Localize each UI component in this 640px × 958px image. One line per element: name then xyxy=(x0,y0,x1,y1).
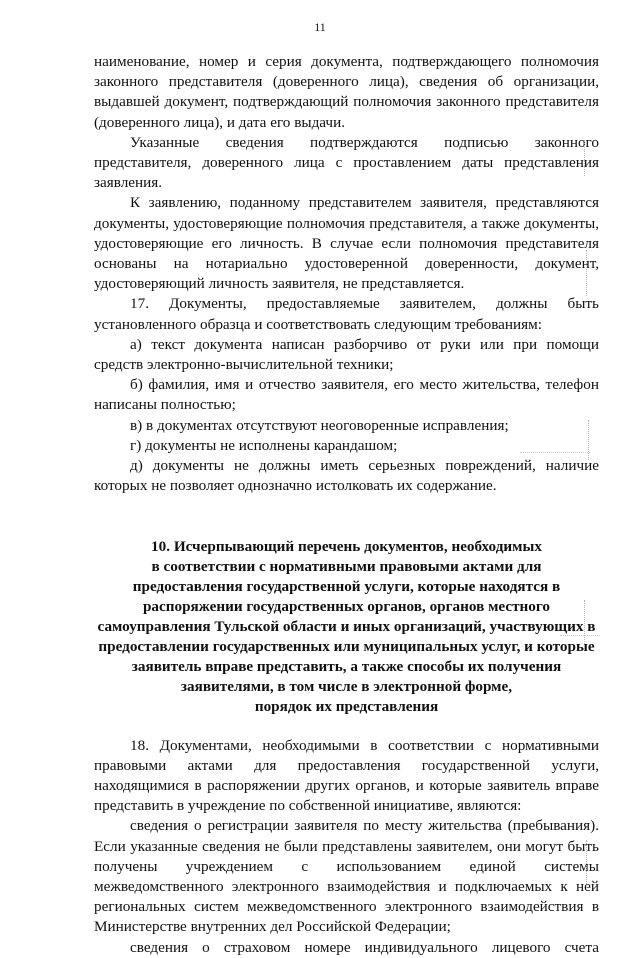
paragraph-confirmation xyxy=(94,133,599,194)
text-line: установленного образца и соответствовать следующим требованиям: xyxy=(94,315,542,333)
text-line: выдавшей документ, подтверждающий полномочия законного представителя xyxy=(94,93,599,111)
heading-line: 10. Исчерпывающий перечень документов, необходимых xyxy=(151,538,542,556)
heading-line: предоставления государственной услуги, которые находятся в xyxy=(132,578,561,596)
text-line: д) документы не должны иметь серьезных повреждений, наличие xyxy=(130,457,599,475)
text-line: представить в учреждение по собственной инициативе, являются: xyxy=(94,797,522,815)
paragraph-17-requirements xyxy=(94,294,599,334)
heading-line: самоуправления Тульской области и иных организаций, участвующих в xyxy=(97,618,596,636)
paragraph-registration-info xyxy=(94,816,599,937)
text-line: удостоверяющий личность заявителя, не представляется. xyxy=(94,275,465,293)
heading-line: заявителями, в том числе в электронной форме, xyxy=(180,677,513,695)
scan-artifact xyxy=(586,250,587,296)
text-line: К заявлению, поданному представителем заявителя, представляются xyxy=(130,194,599,212)
section-10-heading xyxy=(94,537,599,716)
scan-artifact xyxy=(584,600,585,650)
text-line: сведения о регистрации заявителя по месту жительства (пребывания). xyxy=(130,817,599,835)
page-number: 11 xyxy=(314,20,326,34)
text-line: региональных систем межведомственного электронного взаимодействия в xyxy=(94,898,599,916)
heading-line: заявитель вправе представить, а также способы их получения xyxy=(131,657,562,675)
text-line: межведомственного электронного взаимодействия и подключаемых к ней xyxy=(94,878,599,896)
paragraph-18-documents xyxy=(94,736,599,817)
text-line: находящимися в распоряжении других органов, и которые заявитель вправе xyxy=(94,777,599,795)
scan-artifact xyxy=(520,452,590,453)
list-item-g: г) документы не исполнены карандашом; xyxy=(130,436,398,454)
paragraph-attachments xyxy=(94,193,599,294)
text-line: а) текст документа написан разборчиво от руки или при помощи xyxy=(130,335,599,353)
text-line: 18. Документами, необходимыми в соответствии с нормативными xyxy=(130,736,599,754)
text-line: основаны на нотариально удостоверенной доверенности, документ, xyxy=(94,255,599,273)
heading-line: предоставлении государственных или муниципальных услуг, и которые xyxy=(98,638,595,655)
text-line: документы, удостоверяющие полномочия представителя, а также документы, xyxy=(94,214,599,232)
paragraph-insurance-number xyxy=(94,938,599,958)
heading-line: порядок их представления xyxy=(254,697,439,715)
list-item-v: в) в документах отсутствуют неоговоренные исправления; xyxy=(130,416,509,434)
list-item-a xyxy=(94,335,599,375)
scan-artifact xyxy=(586,840,587,890)
scan-artifact xyxy=(584,140,585,176)
heading-line: в соответствии с нормативными правовыми актами для xyxy=(151,558,542,576)
text-line: написаны полностью; xyxy=(94,396,236,414)
text-line: 17. Документы, предоставляемые заявителем, должны быть xyxy=(130,295,599,313)
text-line: правовыми актами для предоставления государственной услуги, xyxy=(94,756,599,774)
text-line: которых не позволяет однозначно истолковать их содержание. xyxy=(94,477,497,495)
text-line: получены учреждением с использованием единой системы xyxy=(94,857,599,875)
text-line: (доверенного лица), и дата его выдачи. xyxy=(94,113,345,131)
text-line: представителя, доверенного лица с проставлением даты представления xyxy=(94,154,599,172)
document-body xyxy=(94,52,599,958)
text-line: Указанные сведения подтверждаются подписью законного xyxy=(130,133,599,151)
text-line: наименование, номер и серия документа, подтверждающего полномочия xyxy=(94,53,599,70)
heading-line: распоряжении государственных органов, органов местного xyxy=(142,598,550,616)
list-item-d xyxy=(94,456,599,496)
text-line: Если указанные сведения не были представлены заявителем, они могут быть xyxy=(94,837,599,855)
scan-artifact xyxy=(560,635,600,636)
paragraph-representative-details xyxy=(94,52,599,133)
scan-artifact xyxy=(588,420,589,460)
text-line: удостоверяющие его личность. В случае если полномочия представителя xyxy=(94,234,599,252)
text-line: средств электронно-вычислительной техники; xyxy=(94,356,394,374)
list-item-b xyxy=(94,375,599,415)
text-line: заявления. xyxy=(94,174,163,192)
text-line: б) фамилия, имя и отчество заявителя, его место жительства, телефон xyxy=(130,376,599,394)
text-line: сведения о страховом номере индивидуального лицевого счета xyxy=(130,938,599,956)
text-line: Министерстве внутренних дел Российской Федерации; xyxy=(94,918,451,936)
text-line: законного представителя (доверенного лица), сведения об организации, xyxy=(94,73,599,91)
